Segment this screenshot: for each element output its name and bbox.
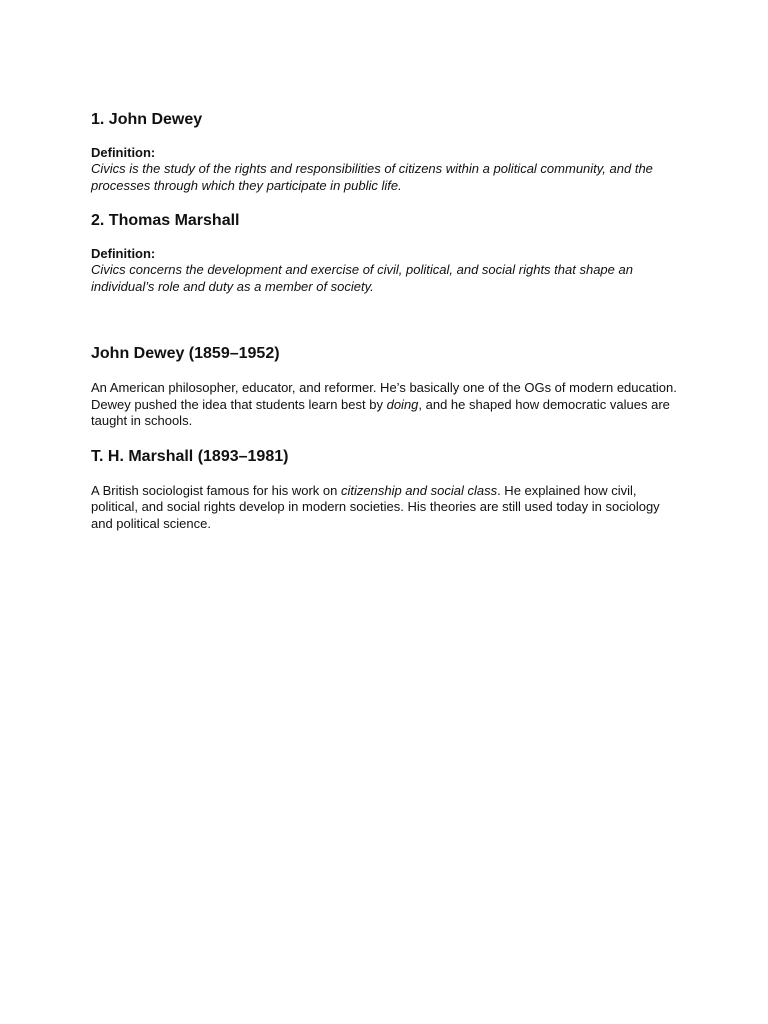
bio-text-marshall (91, 483, 681, 533)
bio-text-dewey-part1: An American philosopher, educator, and reformer. He’s basically one of the OGs of modern education. Dewey pushed the idea that students learn best by (91, 380, 677, 412)
bio-text-marshall-emphasis: citizenship and social class (341, 482, 498, 498)
document-content (91, 110, 681, 532)
bio-text-marshall-part1: A British sociologist famous for his work on (91, 482, 341, 498)
definition-text-dewey: Civics is the study of the rights and responsibilities of citizens within a political community, and the processes through which they participate in public life. (91, 161, 653, 193)
definition-text-marshall: Civics concerns the development and exercise of civil, political, and social rights that shape an individual’s role and duty as a member of society. (91, 262, 633, 294)
bio-text-dewey-part2: , and he shaped how democratic values are taught in schools. (91, 396, 670, 428)
bio-text-dewey-emphasis: doing (386, 396, 419, 412)
bio-text-dewey (91, 380, 681, 430)
definition-heading-marshall: 2. Thomas Marshall (91, 212, 240, 229)
bio-heading-dewey: John Dewey (1859–1952) (91, 345, 280, 362)
definition-heading-dewey: 1. John Dewey (91, 111, 203, 128)
bio-text-marshall-part2: . He explained how civil, political, and social rights develop in modern societies. His theories are still used today in sociology and political science. (91, 482, 660, 531)
definition-label-dewey: Definition: (91, 145, 156, 160)
definition-label-marshall: Definition: (91, 246, 156, 261)
bio-heading-marshall: T. H. Marshall (1893–1981) (91, 447, 289, 465)
